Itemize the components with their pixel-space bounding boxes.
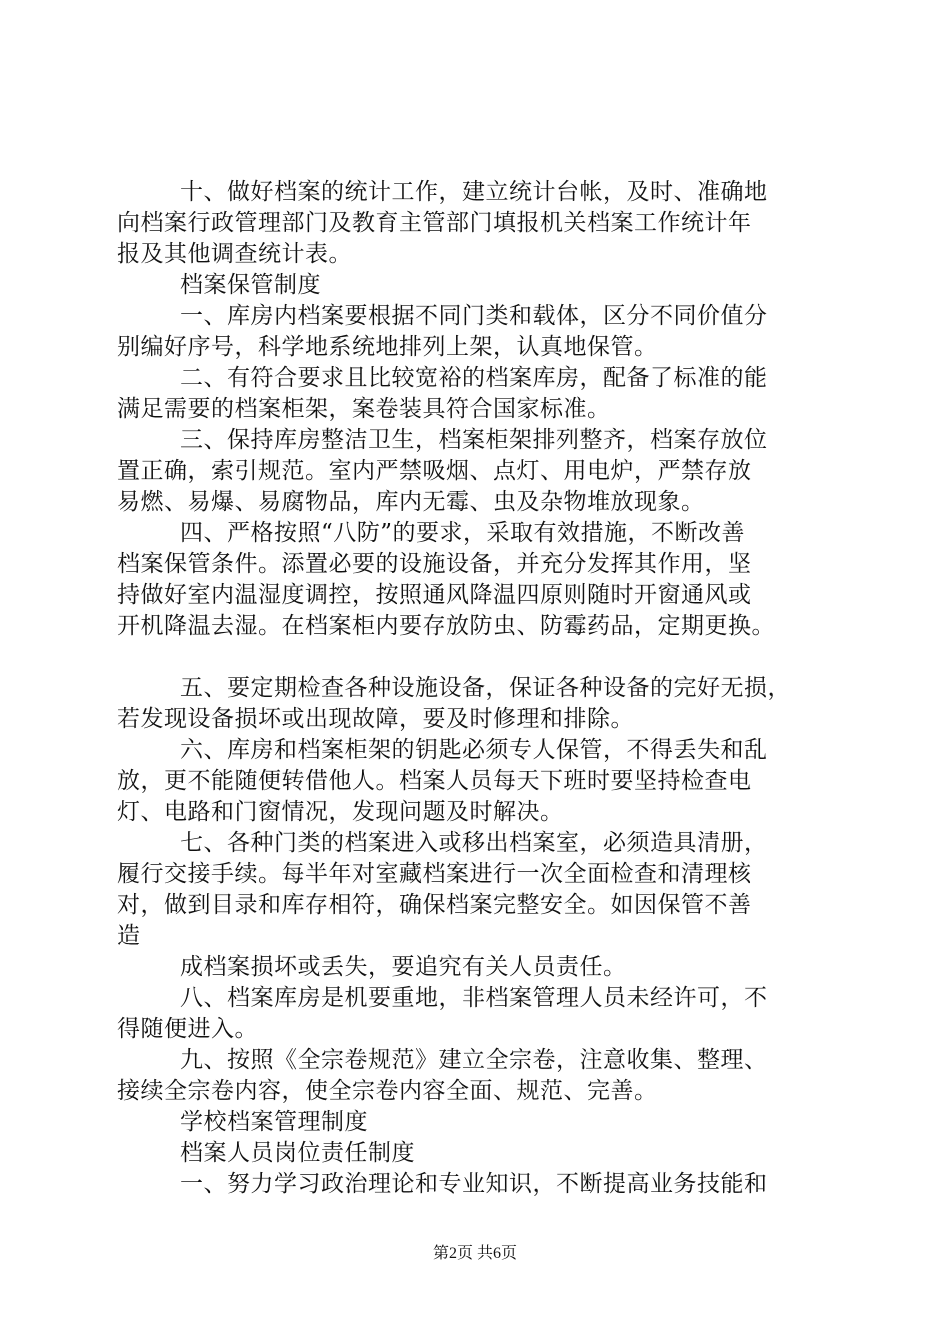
body-line-26: 八、档案库房是机要重地，非档案管理人员未经许可，不 [180,985,768,1011]
body-line-23: 对，做到目录和库存相符，确保档案完整安全。如因保管不善 [117,892,752,918]
body-line-25: 成档案损坏或丢失，要追究有关人员责任。 [180,954,627,980]
body-line-17: 若发现设备损坏或出现故障，要及时修理和排除。 [117,706,634,732]
body-line-1: 十、做好档案的统计工作，建立统计台帐，及时、准确地 [180,179,768,205]
body-line-8: 满足需要的档案柜架，案卷装具符合国家标准。 [117,396,611,422]
body-line-14: 持做好室内温湿度调控，按照通风降温四原则随时开窗通风或 [117,582,752,608]
body-line-10: 置正确，索引规范。室内严禁吸烟、点灯、用电炉，严禁存放 [117,458,752,484]
body-line-32: 一、努力学习政治理论和专业知识，不断提高业务技能和 [180,1171,768,1197]
body-line-22: 履行交接手续。每半年对室藏档案进行一次全面检查和清理核 [117,861,752,887]
body-line-13: 档案保管条件。添置必要的设施设备，并充分发挥其作用，坚 [117,551,752,577]
body-line-28: 九、按照《全宗卷规范》建立全宗卷，注意收集、整理、 [180,1047,768,1073]
body-line-16: 五、要定期检查各种设施设备，保证各种设备的完好无损， [180,675,791,701]
section-heading-school-archive: 学校档案管理制度 [180,1109,368,1135]
body-line-15: 开机降温去湿。在档案柜内要存放防虫、防霉药品，定期更换。 [117,613,775,639]
body-line-9: 三、保持库房整洁卫生，档案柜架排列整齐，档案存放位 [180,427,768,453]
body-line-5: 一、库房内档案要根据不同门类和载体，区分不同价值分 [180,303,768,329]
section-heading-archive-custody: 档案保管制度 [180,272,321,298]
body-line-11: 易燃、易爆、易腐物品，库内无霉、虫及杂物堆放现象。 [117,489,705,515]
body-line-7: 二、有符合要求且比较宽裕的档案库房，配备了标准的能 [180,365,768,391]
body-line-18: 六、库房和档案柜架的钥匙必须专人保管，不得丢失和乱 [180,737,768,763]
body-line-27: 得随便进入。 [117,1016,258,1042]
body-line-24: 造 [117,923,141,949]
body-line-19: 放，更不能随便转借他人。档案人员每天下班时要坚持检查电 [117,768,752,794]
body-line-2: 向档案行政管理部门及教育主管部门填报机关档案工作统计年 [117,210,752,236]
body-line-29: 接续全宗卷内容，使全宗卷内容全面、规范、完善。 [117,1078,658,1104]
body-line-6: 别编好序号，科学地系统地排列上架，认真地保管。 [117,334,658,360]
body-line-21: 七、各种门类的档案进入或移出档案室，必须造具清册， [180,830,768,856]
body-line-12: 四、严格按照“八防”的要求，采取有效措施，不断改善 [180,520,746,546]
body-line-20: 灯、电路和门窗情况，发现问题及时解决。 [117,799,564,825]
body-line-3: 报及其他调查统计表。 [117,241,352,267]
section-heading-staff-responsibility: 档案人员岗位责任制度 [180,1140,415,1166]
page-number-footer: 第2页 共6页 [432,1245,517,1262]
